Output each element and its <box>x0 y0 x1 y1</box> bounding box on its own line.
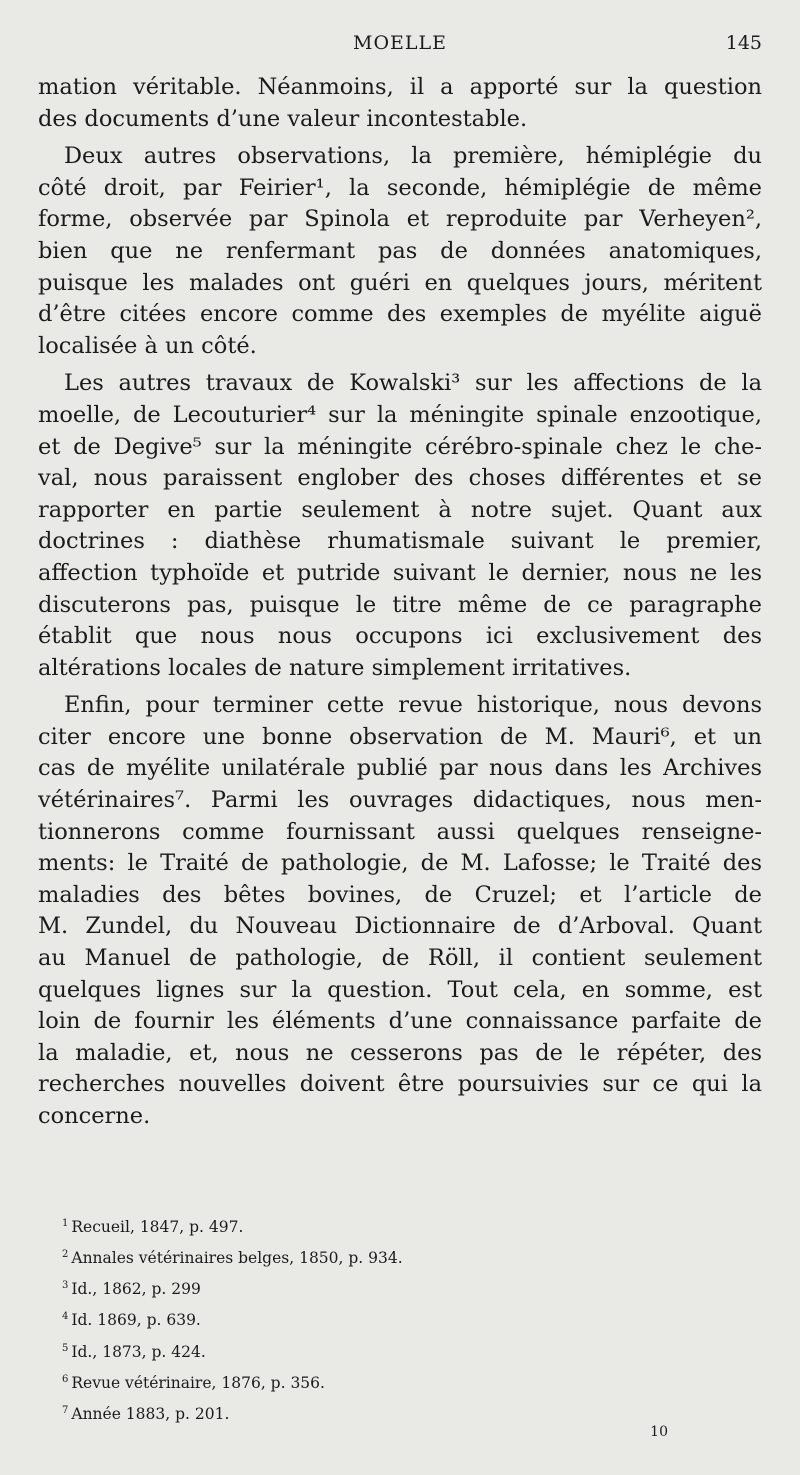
text-line: cas de myélite unilatérale publié par nous dans les Archives <box>38 755 762 782</box>
text-line: moelle, de Lecouturier⁴ sur la méningite spinale enzootique, <box>38 401 762 428</box>
text-line: la maladie, et, nous ne cesserons pas de le répéter, des <box>38 1039 762 1066</box>
text-line: Deux autres observations, la première, hémiplégie du <box>64 143 762 170</box>
footnote-mark: 3 <box>62 1280 69 1292</box>
footnote-2 <box>62 1241 662 1272</box>
text-line: M. Zundel, du Nouveau Dictionnaire de d’Arboval. Quant <box>38 913 762 940</box>
text-line: vétérinaires⁷. Parmi les ouvrages didactiques, nous men- <box>38 787 762 814</box>
text-line: d’être citées encore comme des exemples de myélite aiguë <box>38 301 762 328</box>
footnote-7 <box>62 1397 662 1428</box>
footnotes <box>62 1210 662 1428</box>
text-line: des documents d’une valeur incontestable. <box>38 105 528 132</box>
text-line: quelques lignes sur la question. Tout cela, en somme, est <box>38 976 762 1003</box>
signature-mark: 10 <box>650 1424 668 1440</box>
text-line: côté droit, par Feirier¹, la seconde, hémiplégie de même <box>38 174 762 201</box>
footnote-text: Revue vétérinaire, 1876, p. 356. <box>71 1373 325 1392</box>
footnote-text: Id., 1862, p. 299 <box>71 1280 201 1299</box>
text-line: altérations locales de nature simplement irritatives. <box>38 654 632 681</box>
text-line: puisque les malades ont guéri en quelques jours, méritent <box>38 269 762 296</box>
footnote-mark: 6 <box>62 1373 69 1385</box>
text-line: rapporter en partie seulement à notre sujet. Quant aux <box>38 496 762 523</box>
text-line: discuterons pas, puisque le titre même de ce paragraphe <box>38 591 762 618</box>
footnote-text: Id., 1873, p. 424. <box>71 1342 206 1361</box>
text-line: localisée à un côté. <box>38 332 257 359</box>
footnote-mark: 7 <box>62 1404 69 1416</box>
running-head: MOELLE <box>352 32 447 54</box>
text-line: concerne. <box>38 1103 151 1129</box>
footnote-text: Année 1883, p. 201. <box>71 1405 230 1424</box>
body-text <box>38 72 762 1139</box>
text-line: val, nous paraissent englober des choses différentes et se <box>38 465 762 492</box>
footnote-6 <box>62 1366 662 1397</box>
footnote-1 <box>62 1210 662 1241</box>
text-line: tionnerons comme fournissant aussi quelques renseigne- <box>38 818 762 845</box>
text-line: mation véritable. Néanmoins, il a apporté sur la question <box>38 74 762 100</box>
footnote-4 <box>62 1303 662 1334</box>
text-line: établit que nous nous occupons ici exclusivement des <box>38 623 762 650</box>
text-line: Les autres travaux de Kowalski³ sur les affections de la <box>64 370 762 397</box>
text-line: doctrines : diathèse rhumatismale suivant le premier, <box>38 528 762 555</box>
footnote-text: Recueil, 1847, p. 497. <box>71 1218 244 1237</box>
text-line: forme, observée par Spinola et reproduite par Verheyen², <box>38 206 762 233</box>
text-line: recherches nouvelles doivent être poursuivies sur ce qui la <box>38 1071 762 1098</box>
text-line: bien que ne renfermant pas de données anatomiques, <box>38 237 762 264</box>
page-number: 145 <box>725 32 762 54</box>
footnote-text: Annales vétérinaires belges, 1850, p. 934. <box>71 1249 403 1268</box>
text-line: Enfin, pour terminer cette revue historique, nous devons <box>64 692 762 719</box>
footnote-mark: 5 <box>62 1342 69 1354</box>
text-line: maladies des bêtes bovines, de Cruzel; et l’article de <box>38 881 762 908</box>
footnote-mark: 4 <box>62 1311 69 1323</box>
paragraph-4 <box>38 690 762 1132</box>
text-line: citer encore une bonne observation de M. Mauri⁶, et un <box>38 723 762 750</box>
footnote-3 <box>62 1272 662 1303</box>
paragraph-1 <box>38 72 762 135</box>
text-line: et de Degive⁵ sur la méningite cérébro-spinale chez le che- <box>38 433 762 460</box>
text-line: au Manuel de pathologie, de Röll, il contient seulement <box>38 945 762 972</box>
page-header <box>38 32 762 62</box>
footnote-text: Id. 1869, p. 639. <box>71 1311 201 1330</box>
paragraph-2 <box>38 141 762 362</box>
text-line: loin de fournir les éléments d’une connaissance parfaite de <box>38 1008 762 1035</box>
paragraph-3 <box>38 368 762 684</box>
text-line: affection typhoïde et putride suivant le dernier, nous ne les <box>38 559 762 586</box>
footnote-mark: 1 <box>62 1218 69 1229</box>
footnote-mark: 2 <box>62 1249 69 1261</box>
text-line: ments: le Traité de pathologie, de M. Lafosse; le Traité des <box>38 850 762 877</box>
footnote-5 <box>62 1335 662 1366</box>
